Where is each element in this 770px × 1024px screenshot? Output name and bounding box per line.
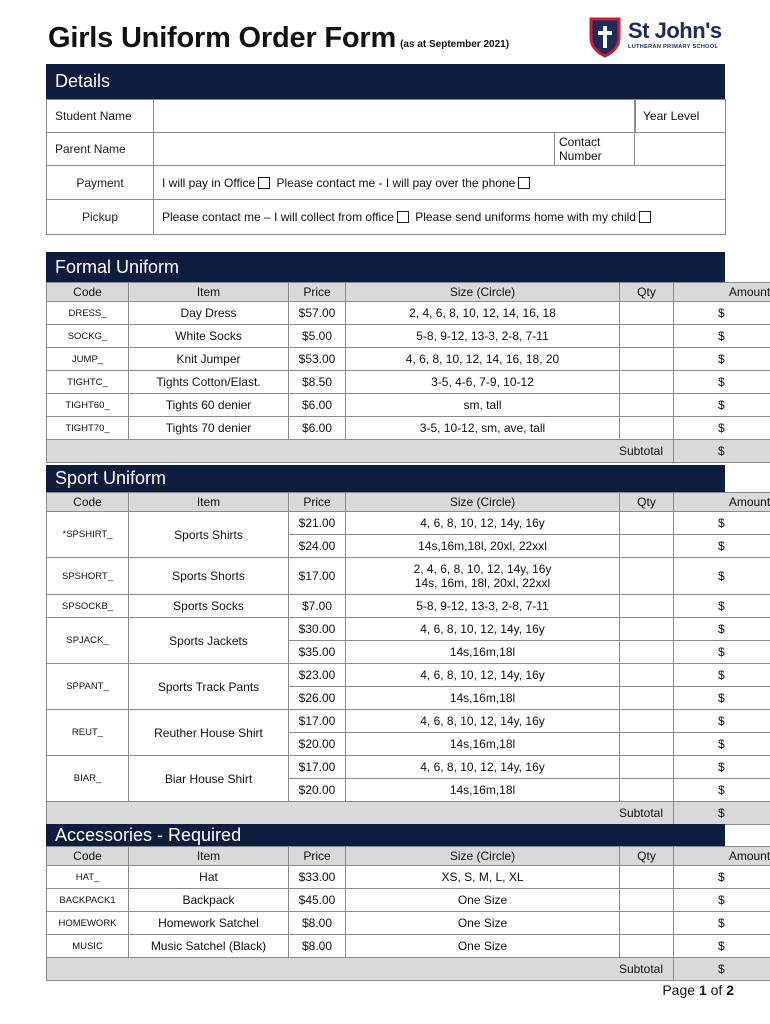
item-sizes[interactable]: One Size xyxy=(346,889,620,912)
item-price: $45.00 xyxy=(289,889,346,912)
sport-header-row xyxy=(47,493,770,512)
col-qty: Qty xyxy=(620,493,674,512)
pay-office-checkbox[interactable] xyxy=(258,177,270,189)
table-row xyxy=(47,325,770,348)
item-code: REUT_ xyxy=(47,710,129,756)
col-qty: Qty xyxy=(620,847,674,866)
year-level-field[interactable] xyxy=(636,100,724,131)
item-code: JUMP_ xyxy=(47,348,129,371)
amount-field[interactable]: $ xyxy=(674,558,770,595)
details-heading: Details xyxy=(46,64,725,99)
qty-field[interactable] xyxy=(620,687,674,710)
item-code: HAT_ xyxy=(47,866,129,889)
sport-heading: Sport Uniform xyxy=(46,465,725,492)
pickup-home-checkbox[interactable] xyxy=(639,211,651,223)
item-price: $53.00 xyxy=(289,348,346,371)
item-name: Sports Track Pants xyxy=(129,664,289,710)
item-sizes[interactable]: 14s,16m,18l xyxy=(346,687,620,710)
amount-field[interactable]: $ xyxy=(674,866,770,889)
col-code: Code xyxy=(47,847,129,866)
item-price: $20.00 xyxy=(289,733,346,756)
item-sizes[interactable]: 3-5, 4-6, 7-9, 10-12 xyxy=(346,371,620,394)
item-price: $5.00 xyxy=(289,325,346,348)
qty-field[interactable] xyxy=(620,779,674,802)
details-table xyxy=(46,99,726,235)
qty-field[interactable] xyxy=(620,325,674,348)
table-row xyxy=(47,935,770,958)
qty-field[interactable] xyxy=(620,664,674,687)
student-name-field[interactable] xyxy=(154,100,635,133)
item-sizes[interactable]: 14s,16m,18l xyxy=(346,779,620,802)
amount-field[interactable]: $ xyxy=(674,535,770,558)
col-price: Price xyxy=(289,283,346,302)
item-name: Day Dress xyxy=(129,302,289,325)
qty-field[interactable] xyxy=(620,935,674,958)
col-code: Code xyxy=(47,493,129,512)
item-sizes[interactable]: sm, tall xyxy=(346,394,620,417)
qty-field[interactable] xyxy=(620,889,674,912)
title-date-note: (as at September 2021) xyxy=(400,39,510,50)
amount-field[interactable]: $ xyxy=(674,889,770,912)
amount-field[interactable]: $ xyxy=(674,733,770,756)
item-price: $35.00 xyxy=(289,641,346,664)
col-item: Item xyxy=(129,847,289,866)
title-text: Girls Uniform Order Form xyxy=(48,22,397,54)
sport-table xyxy=(46,492,770,825)
table-row xyxy=(47,618,770,641)
item-sizes[interactable]: 14s,16m,18l xyxy=(346,733,620,756)
item-price: $8.00 xyxy=(289,935,346,958)
qty-field[interactable] xyxy=(620,512,674,535)
pickup-options xyxy=(154,200,726,235)
col-size: Size (Circle) xyxy=(346,847,620,866)
item-sizes[interactable]: XS, S, M, L, XL xyxy=(346,866,620,889)
accessories-heading: Accessories - Required xyxy=(46,824,725,846)
item-code: TIGHT70_ xyxy=(47,417,129,440)
qty-field[interactable] xyxy=(620,595,674,618)
item-sizes[interactable]: 2, 4, 6, 8, 10, 12, 14, 16, 18 xyxy=(346,302,620,325)
amount-field[interactable]: $ xyxy=(674,664,770,687)
qty-field[interactable] xyxy=(620,733,674,756)
sport-subtotal-row xyxy=(47,802,770,825)
item-name: Knit Jumper xyxy=(129,348,289,371)
table-row xyxy=(47,710,770,733)
table-row xyxy=(47,417,770,440)
table-row xyxy=(47,348,770,371)
formal-subtotal-row xyxy=(47,440,770,463)
item-price: $21.00 xyxy=(289,512,346,535)
amount-field[interactable]: $ xyxy=(674,302,770,325)
accessories-subtotal-row xyxy=(47,958,770,981)
table-row xyxy=(47,912,770,935)
pay-phone-checkbox[interactable] xyxy=(518,177,530,189)
item-name: Music Satchel (Black) xyxy=(129,935,289,958)
col-code: Code xyxy=(47,283,129,302)
amount-field[interactable]: $ xyxy=(674,912,770,935)
col-item: Item xyxy=(129,283,289,302)
item-name: Tights 70 denier xyxy=(129,417,289,440)
amount-field[interactable]: $ xyxy=(674,618,770,641)
page-header xyxy=(48,20,728,64)
item-sizes[interactable]: 5-8, 9-12, 13-3, 2-8, 7-11 xyxy=(346,595,620,618)
contact-number-field[interactable] xyxy=(635,133,726,166)
item-code: SPJACK_ xyxy=(47,618,129,664)
formal-header-row xyxy=(47,283,770,302)
item-price: $33.00 xyxy=(289,866,346,889)
accessories-subtotal-field[interactable]: $ xyxy=(674,958,770,981)
amount-field[interactable]: $ xyxy=(674,710,770,733)
table-row xyxy=(47,756,770,779)
col-size: Size (Circle) xyxy=(346,283,620,302)
col-item: Item xyxy=(129,493,289,512)
logo-wordmark: St John's xyxy=(628,18,722,43)
item-code: BACKPACK1 xyxy=(47,889,129,912)
item-price: $8.50 xyxy=(289,371,346,394)
col-price: Price xyxy=(289,493,346,512)
item-name: Tights 60 denier xyxy=(129,394,289,417)
table-row xyxy=(47,558,770,595)
item-name: White Socks xyxy=(129,325,289,348)
col-amount: Amount xyxy=(674,283,770,302)
pay-phone-label: Please contact me - I will pay over the phone xyxy=(276,175,516,190)
table-row xyxy=(47,394,770,417)
amount-field[interactable]: $ xyxy=(674,325,770,348)
item-code: *SPSHIRT_ xyxy=(47,512,129,558)
parent-name-label: Parent Name xyxy=(47,133,154,166)
table-row xyxy=(47,595,770,618)
table-row xyxy=(47,664,770,687)
formal-table xyxy=(46,282,770,463)
item-sizes[interactable]: 4, 6, 8, 10, 12, 14y, 16y xyxy=(346,618,620,641)
school-logo xyxy=(588,16,728,62)
col-amount: Amount xyxy=(674,493,770,512)
table-row xyxy=(47,866,770,889)
payment-label: Payment xyxy=(47,166,154,200)
col-size: Size (Circle) xyxy=(346,493,620,512)
item-price: $26.00 xyxy=(289,687,346,710)
item-price: $7.00 xyxy=(289,595,346,618)
item-name: Reuther House Shirt xyxy=(129,710,289,756)
page-total: 2 xyxy=(726,982,734,998)
page-prefix: Page xyxy=(662,982,696,998)
accessories-table xyxy=(46,846,770,981)
item-price: $23.00 xyxy=(289,664,346,687)
item-sizes[interactable]: 4, 6, 8, 10, 12, 14y, 16y xyxy=(346,756,620,779)
table-row xyxy=(47,889,770,912)
page-number xyxy=(662,982,734,998)
col-qty: Qty xyxy=(620,283,674,302)
item-code: SPSHORT_ xyxy=(47,558,129,595)
table-row xyxy=(47,371,770,394)
item-sizes[interactable]: 14s,16m,18l xyxy=(346,641,620,664)
item-sizes[interactable]: One Size xyxy=(346,912,620,935)
subtotal-label: Subtotal xyxy=(47,802,674,825)
amount-field[interactable]: $ xyxy=(674,512,770,535)
item-sizes[interactable]: One Size xyxy=(346,935,620,958)
item-price: $17.00 xyxy=(289,756,346,779)
qty-field[interactable] xyxy=(620,866,674,889)
item-code: TIGHTC_ xyxy=(47,371,129,394)
page-title xyxy=(48,22,509,55)
amount-field[interactable]: $ xyxy=(674,687,770,710)
parent-name-field[interactable] xyxy=(154,133,555,166)
item-price: $6.00 xyxy=(289,417,346,440)
item-code: SOCKG_ xyxy=(47,325,129,348)
item-price: $17.00 xyxy=(289,558,346,595)
item-name: Hat xyxy=(129,866,289,889)
item-sizes[interactable]: 4, 6, 8, 10, 12, 14, 16, 18, 20 xyxy=(346,348,620,371)
size-line: 14s, 16m, 18l, 20xl, 22xxl xyxy=(414,576,551,590)
item-name: Sports Jackets xyxy=(129,618,289,664)
item-code: SPPANT_ xyxy=(47,664,129,710)
item-price: $20.00 xyxy=(289,779,346,802)
subtotal-label: Subtotal xyxy=(47,958,674,981)
page-current: 1 xyxy=(698,982,707,998)
qty-field[interactable] xyxy=(620,348,674,371)
item-name: Sports Shorts xyxy=(129,558,289,595)
contact-number-label: Contact Number xyxy=(555,133,635,166)
qty-field[interactable] xyxy=(620,912,674,935)
amount-field[interactable]: $ xyxy=(674,394,770,417)
item-code: TIGHT60_ xyxy=(47,394,129,417)
size-line: 2, 4, 6, 8, 10, 12, 14y, 16y xyxy=(413,562,552,576)
item-price: $24.00 xyxy=(289,535,346,558)
amount-field[interactable]: $ xyxy=(674,371,770,394)
qty-field[interactable] xyxy=(620,535,674,558)
subtotal-label: Subtotal xyxy=(47,440,674,463)
pickup-office-checkbox[interactable] xyxy=(397,211,409,223)
year-level-label: Year Level xyxy=(635,100,726,133)
item-sizes[interactable]: 4, 6, 8, 10, 12, 14y, 16y xyxy=(346,710,620,733)
qty-field[interactable] xyxy=(620,756,674,779)
item-sizes[interactable]: 5-8, 9-12, 13-3, 2-8, 7-11 xyxy=(346,325,620,348)
table-row xyxy=(47,512,770,535)
accessories-header-row xyxy=(47,847,770,866)
amount-field[interactable]: $ xyxy=(674,641,770,664)
item-price: $17.00 xyxy=(289,710,346,733)
item-sizes[interactable]: 3-5, 10-12, sm, ave, tall xyxy=(346,417,620,440)
formal-heading: Formal Uniform xyxy=(46,252,725,282)
item-sizes[interactable] xyxy=(346,558,620,595)
qty-field[interactable] xyxy=(620,394,674,417)
amount-field[interactable]: $ xyxy=(674,779,770,802)
payment-options xyxy=(154,166,726,200)
item-name: Sports Shirts xyxy=(129,512,289,558)
item-price: $57.00 xyxy=(289,302,346,325)
item-price: $30.00 xyxy=(289,618,346,641)
item-code: BIAR_ xyxy=(47,756,129,802)
qty-field[interactable] xyxy=(620,302,674,325)
col-amount: Amount xyxy=(674,847,770,866)
pickup-row xyxy=(47,200,726,235)
amount-field[interactable]: $ xyxy=(674,417,770,440)
qty-field[interactable] xyxy=(620,618,674,641)
qty-field[interactable] xyxy=(620,371,674,394)
item-name: Biar House Shirt xyxy=(129,756,289,802)
amount-field[interactable]: $ xyxy=(674,595,770,618)
qty-field[interactable] xyxy=(620,558,674,595)
item-sizes[interactable]: 4, 6, 8, 10, 12, 14y, 16y xyxy=(346,664,620,687)
qty-field[interactable] xyxy=(620,641,674,664)
item-code: HOMEWORK xyxy=(47,912,129,935)
parent-row xyxy=(47,133,726,166)
item-name: Sports Socks xyxy=(129,595,289,618)
item-sizes[interactable]: 14s,16m,18l, 20xl, 22xxl xyxy=(346,535,620,558)
pickup-office-label: Please contact me – I will collect from office xyxy=(162,210,394,224)
item-sizes[interactable]: 4, 6, 8, 10, 12, 14y, 16y xyxy=(346,512,620,535)
col-price: Price xyxy=(289,847,346,866)
amount-field[interactable]: $ xyxy=(674,756,770,779)
item-code: SPSOCKB_ xyxy=(47,595,129,618)
formal-subtotal-field[interactable]: $ xyxy=(674,440,770,463)
pickup-home-label: Please send uniforms home with my child xyxy=(415,210,636,224)
item-code: MUSIC xyxy=(47,935,129,958)
logo-subtitle: LUTHERAN PRIMARY SCHOOL xyxy=(628,44,719,50)
item-price: $8.00 xyxy=(289,912,346,935)
pay-office-label: I will pay in Office xyxy=(162,175,256,190)
item-name: Tights Cotton/Elast. xyxy=(129,371,289,394)
pickup-label: Pickup xyxy=(47,200,154,235)
item-name: Homework Satchel xyxy=(129,912,289,935)
page-of: of xyxy=(710,982,723,998)
sport-subtotal-field[interactable]: $ xyxy=(674,802,770,825)
student-row xyxy=(47,100,726,133)
qty-field[interactable] xyxy=(620,710,674,733)
payment-row xyxy=(47,166,726,200)
student-name-label: Student Name xyxy=(47,100,154,133)
table-row xyxy=(47,302,770,325)
qty-field[interactable] xyxy=(620,417,674,440)
amount-field[interactable]: $ xyxy=(674,935,770,958)
amount-field[interactable]: $ xyxy=(674,348,770,371)
item-price: $6.00 xyxy=(289,394,346,417)
item-code: DRESS_ xyxy=(47,302,129,325)
shield-cross-icon xyxy=(588,16,622,58)
item-name: Backpack xyxy=(129,889,289,912)
